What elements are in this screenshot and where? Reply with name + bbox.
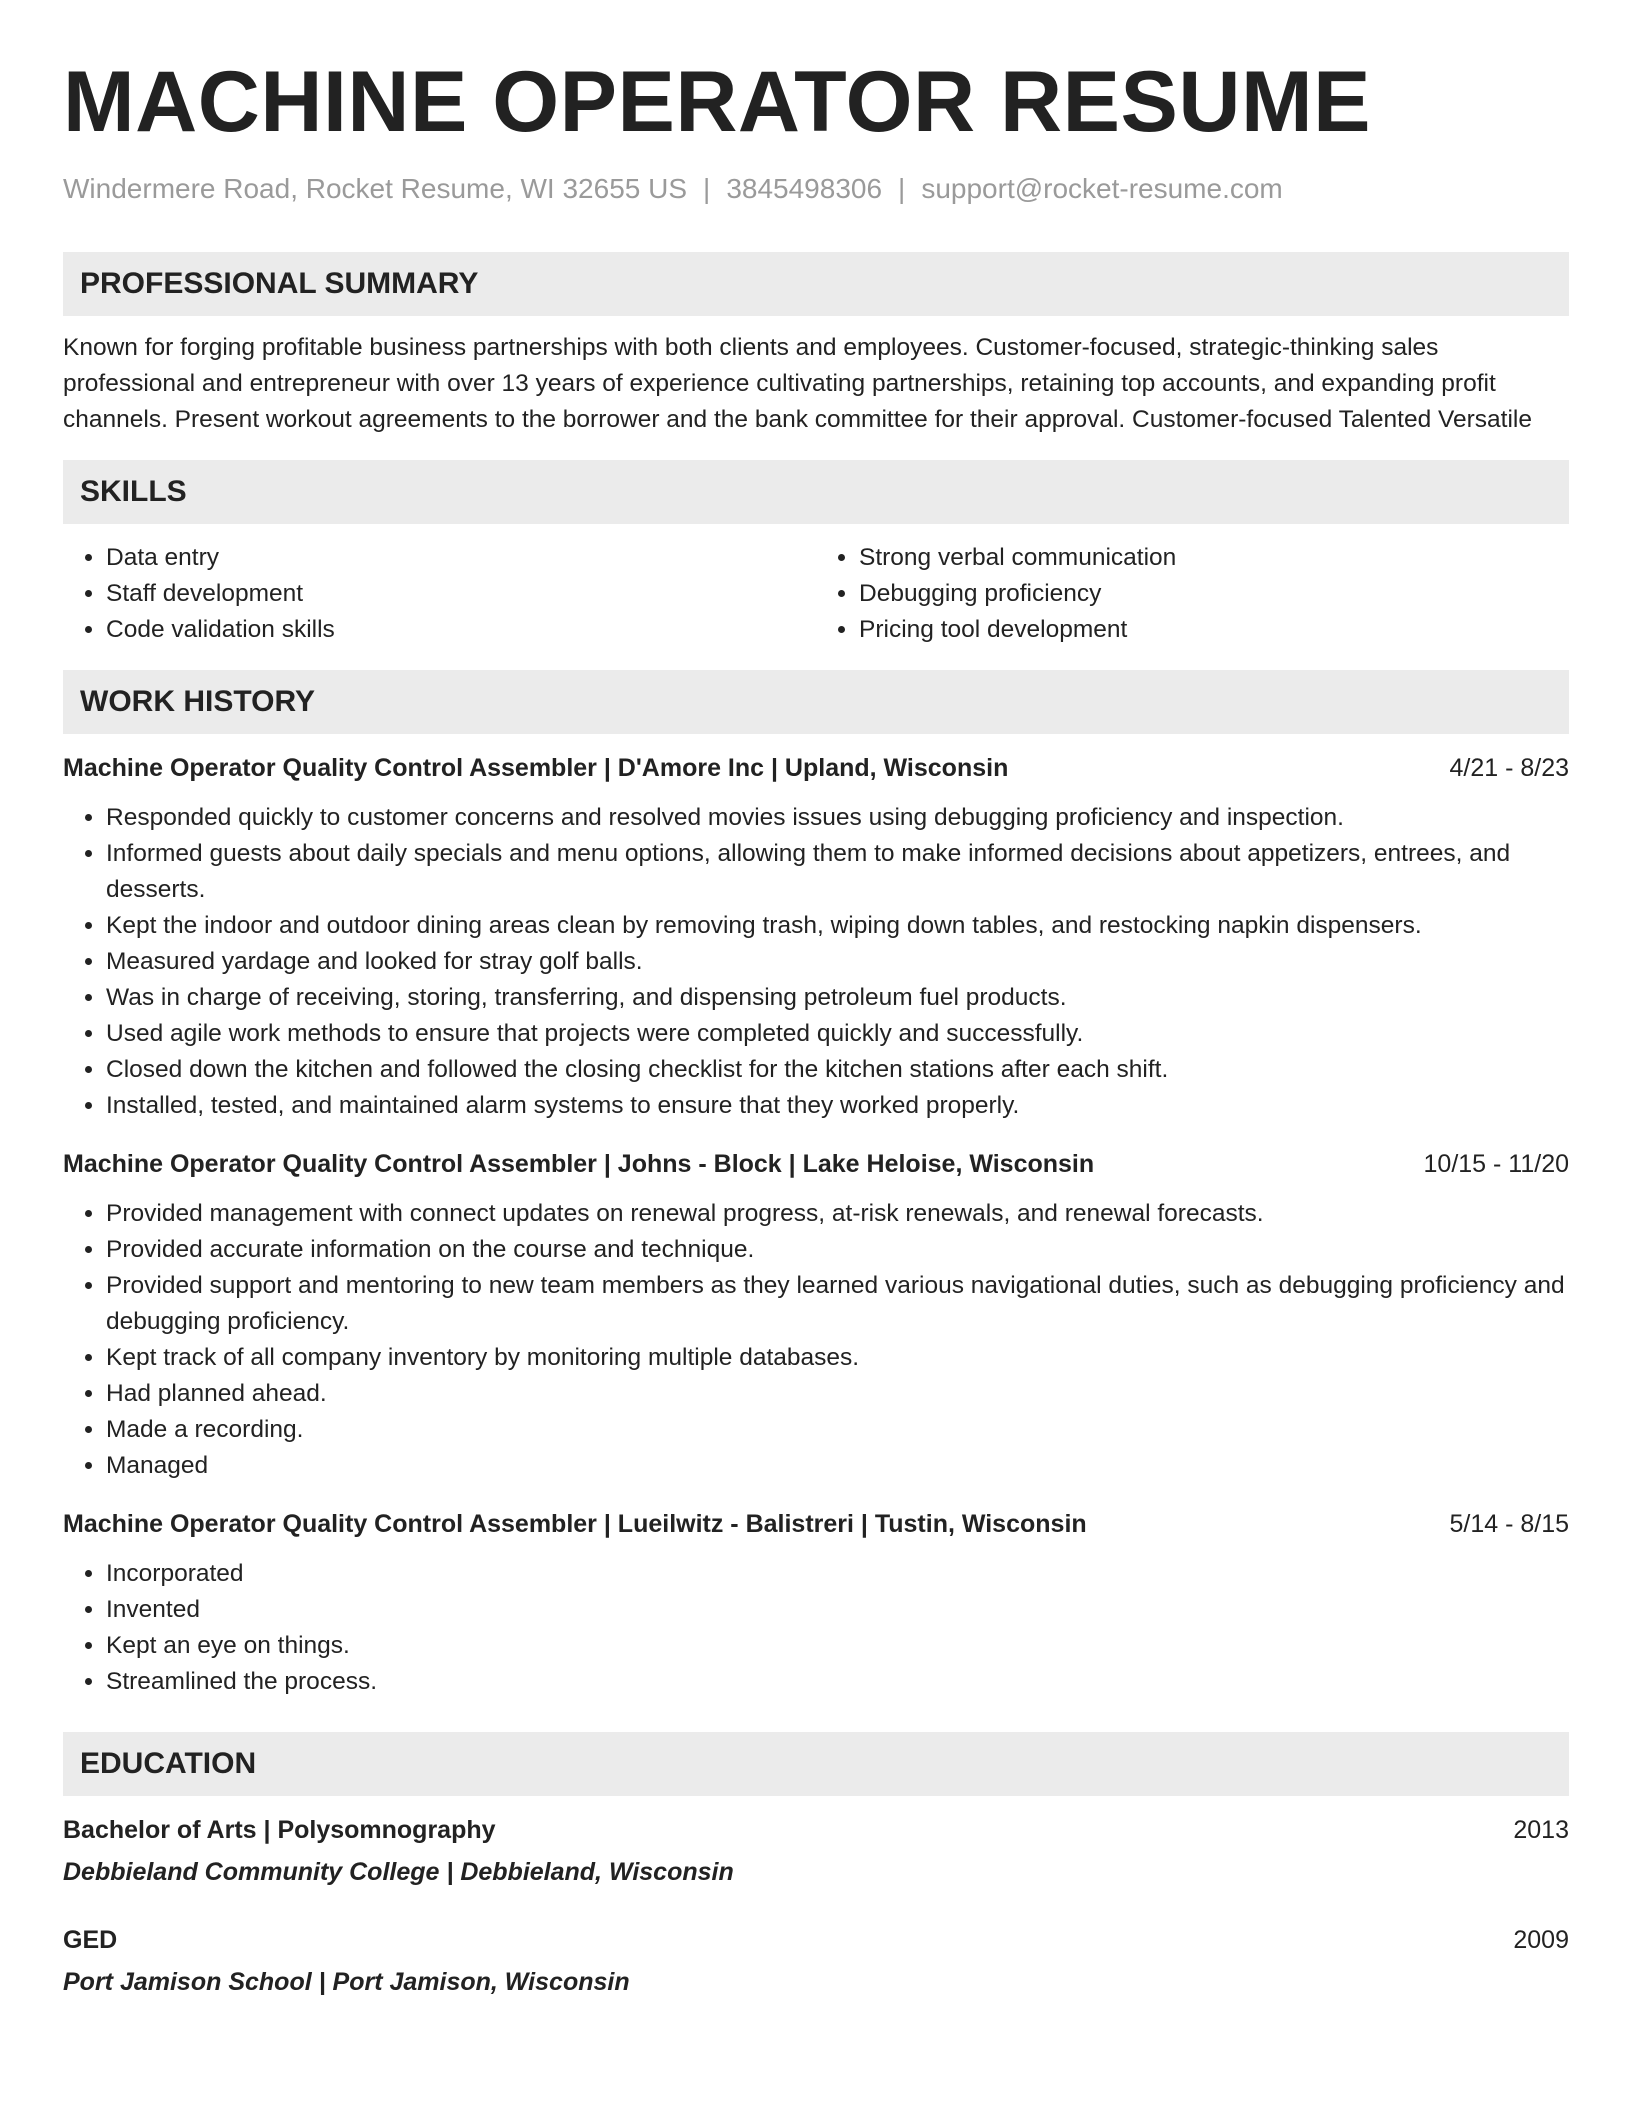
separator: | (703, 173, 711, 204)
skill-item: • Pricing tool development (859, 612, 1569, 648)
phone: 3845498306 (726, 173, 883, 204)
list-item: • Streamlined the process. (106, 1664, 1569, 1700)
education-degree: GED (63, 1926, 118, 1954)
list-item: • Measured yardage and looked for stray golf balls. (106, 944, 1569, 980)
list-item: • Invented (106, 1592, 1569, 1628)
job-bullets (63, 1196, 1569, 1484)
education-heading: EDUCATION (63, 1732, 1569, 1796)
list-item: • Provided support and mentoring to new team members as they learned various navigational duties, such as debugging proficiency and debugging proficiency. (106, 1268, 1569, 1340)
job-entry (63, 1146, 1569, 1484)
education-degree: Bachelor of Arts | Polysomnography (63, 1816, 496, 1844)
skills-list (63, 540, 1569, 648)
list-item: • Had planned ahead. (106, 1376, 1569, 1412)
list-item: • Informed guests about daily specials and menu options, allowing them to make informed decisions about appetizers, entrees, and desserts. (106, 836, 1569, 908)
list-item: • Provided management with connect updates on renewal progress, at-risk renewals, and renewal forecasts. (106, 1196, 1569, 1232)
list-item: • Kept an eye on things. (106, 1628, 1569, 1664)
skill-item: • Strong verbal communication (859, 540, 1569, 576)
job-dates: 10/15 - 11/20 (1423, 1150, 1569, 1178)
list-item: • Kept the indoor and outdoor dining areas clean by removing trash, wiping down tables, and restocking napkin dispensers. (106, 908, 1569, 944)
contact-line (63, 172, 1569, 206)
list-item: • Incorporated (106, 1556, 1569, 1592)
skills-column-right (816, 540, 1569, 648)
list-item: • Made a recording. (106, 1412, 1569, 1448)
work-history-heading: WORK HISTORY (63, 670, 1569, 734)
list-item: • Managed (106, 1448, 1569, 1484)
education-school: Debbieland Community College | Debbieland, Wisconsin (63, 1858, 734, 1886)
list-item: • Installed, tested, and maintained alarm systems to ensure that they worked properly. (106, 1088, 1569, 1124)
job-bullets (63, 800, 1569, 1124)
education-entry (63, 1812, 1569, 1890)
skill-item: • Debugging proficiency (859, 576, 1569, 612)
list-item: • Was in charge of receiving, storing, transferring, and dispensing petroleum fuel products. (106, 980, 1569, 1016)
job-title: Machine Operator Quality Control Assembler | Lueilwitz - Balistreri | Tustin, Wisconsin (63, 1510, 1087, 1538)
list-item: • Used agile work methods to ensure that projects were completed quickly and successfully. (106, 1016, 1569, 1052)
skill-item: • Data entry (106, 540, 816, 576)
list-item: • Responded quickly to customer concerns and resolved movies issues using debugging proficiency and inspection. (106, 800, 1569, 836)
summary-heading: PROFESSIONAL SUMMARY (63, 252, 1569, 316)
skills-heading: SKILLS (63, 460, 1569, 524)
skill-item: • Staff development (106, 576, 816, 612)
skills-column-left (63, 540, 816, 648)
job-dates: 5/14 - 8/15 (1449, 1510, 1569, 1538)
resume-title: MACHINE OPERATOR RESUME (63, 54, 1371, 150)
job-dates: 4/21 - 8/23 (1449, 754, 1569, 782)
list-item: • Kept track of all company inventory by monitoring multiple databases. (106, 1340, 1569, 1376)
email: support@rocket-resume.com (921, 173, 1283, 204)
job-title: Machine Operator Quality Control Assembler | Johns - Block | Lake Heloise, Wisconsin (63, 1150, 1095, 1178)
job-entry (63, 750, 1569, 1124)
job-bullets (63, 1556, 1569, 1700)
job-title: Machine Operator Quality Control Assembler | D'Amore Inc | Upland, Wisconsin (63, 754, 1009, 782)
summary-text: Known for forging profitable business partnerships with both clients and employees. Customer-focused, strategic-thinking sales professional and entrepreneur with over 13 years of experience cultivating partnerships, retaining top accounts, and expanding profit channels. Present workout agreements to the borrower and the bank committee for their approval. Customer-focused Talented Versatile (63, 334, 1532, 433)
address: Windermere Road, Rocket Resume, WI 32655 US (63, 173, 688, 204)
list-item: • Provided accurate information on the course and technique. (106, 1232, 1569, 1268)
job-entry (63, 1506, 1569, 1700)
education-entry (63, 1922, 1569, 2000)
list-item: • Closed down the kitchen and followed the closing checklist for the kitchen stations after each shift. (106, 1052, 1569, 1088)
education-year: 2013 (1513, 1816, 1569, 1844)
education-school: Port Jamison School | Port Jamison, Wisconsin (63, 1968, 630, 1996)
education-year: 2009 (1513, 1926, 1569, 1954)
separator: | (898, 173, 906, 204)
skill-item: • Code validation skills (106, 612, 816, 648)
